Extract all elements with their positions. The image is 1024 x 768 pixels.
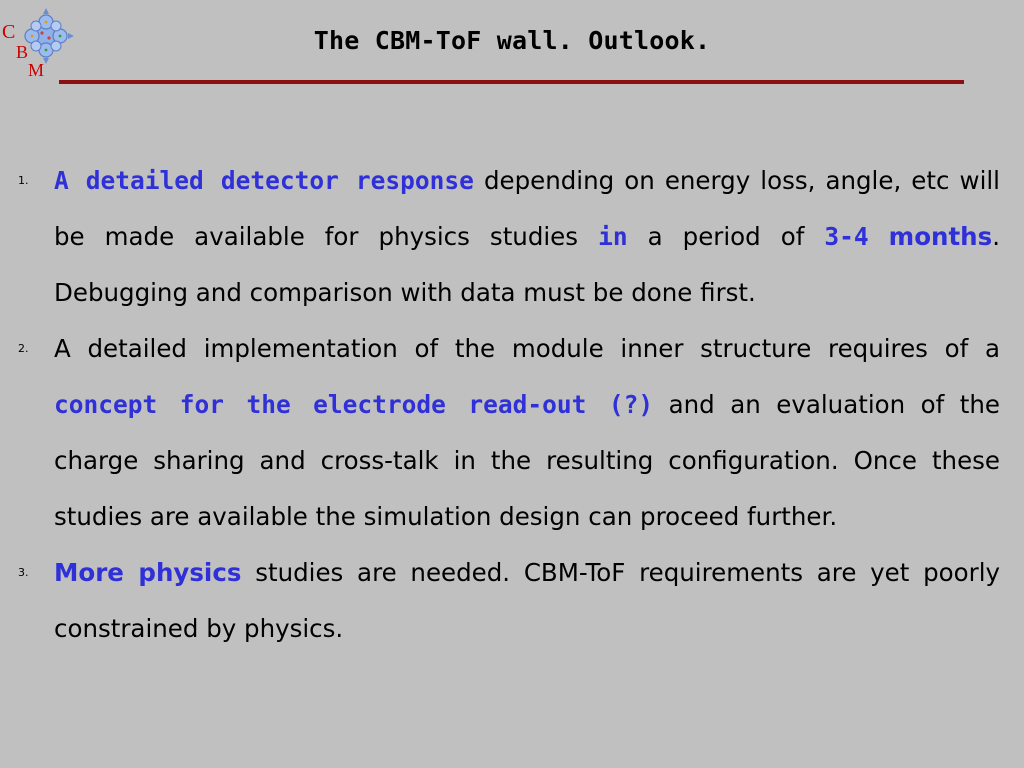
title-underline bbox=[59, 80, 964, 84]
text-segment: and an evaluation of the charge sharing and cross-talk in the resulting configuration. Once these studies are available the simulation design can proceed further. bbox=[54, 390, 1000, 531]
highlight-electrode-readout: concept for the electrode read-out (?) bbox=[54, 390, 654, 419]
list-item-3 bbox=[18, 545, 1000, 657]
outlook-list bbox=[18, 153, 1000, 657]
list-number-1: 1. bbox=[18, 174, 29, 187]
list-text-1 bbox=[54, 153, 1000, 321]
text-segment: studies are needed. CBM-ToF requirements are yet poorly constrained by physics. bbox=[54, 558, 1000, 643]
text-segment: depending on energy loss, angle, etc will be made available for physics studies bbox=[54, 166, 1000, 251]
page-title: The CBM-ToF wall. Outlook. bbox=[313, 26, 711, 55]
highlight-months: months bbox=[888, 222, 993, 251]
highlight-in: in bbox=[598, 222, 628, 251]
highlight-detector-response-text: A detailed detector response bbox=[54, 166, 474, 195]
list-item-2 bbox=[18, 321, 1000, 545]
list-number-2: 2. bbox=[18, 342, 29, 355]
text-segment: a period of bbox=[627, 222, 825, 251]
highlight-more-physics: More physics bbox=[54, 558, 242, 587]
text-segment bbox=[869, 222, 889, 251]
logo-letter-m: M bbox=[28, 60, 45, 78]
highlight-3-4: 3-4 bbox=[824, 222, 869, 251]
text-segment: A detailed implementation of the module inner structure requires of a bbox=[54, 334, 1000, 363]
logo-letter-b: B bbox=[16, 42, 29, 62]
logo-letter-c: C bbox=[2, 21, 16, 43]
list-text-2 bbox=[54, 321, 1000, 545]
list-item-1 bbox=[18, 153, 1000, 321]
list-text-3 bbox=[54, 545, 1000, 657]
text-segment: . Debugging and comparison with data must be done first. bbox=[54, 222, 1001, 307]
list-number-3: 3. bbox=[18, 566, 29, 579]
